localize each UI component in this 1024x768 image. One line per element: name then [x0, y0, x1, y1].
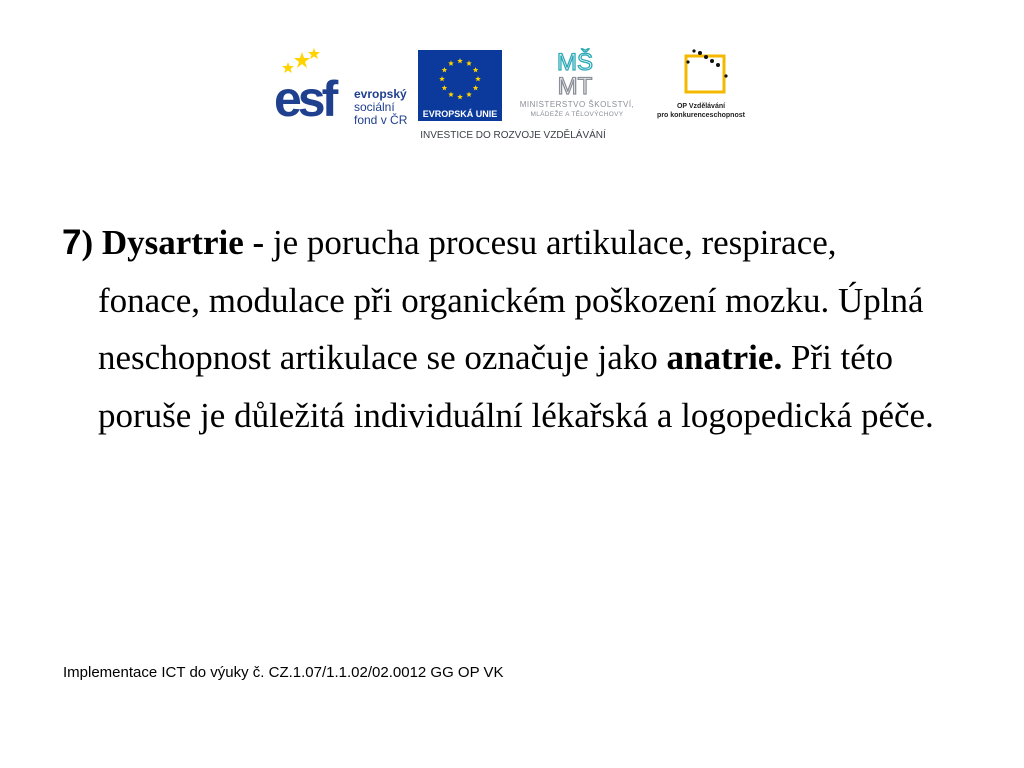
logo-band: [270, 40, 750, 150]
eu-star-icon: [457, 94, 463, 99]
eu-logo: [418, 50, 502, 120]
esf-logo: [274, 48, 414, 127]
eu-star-icon: [473, 67, 479, 72]
msmt-line-2: MLÁDEŽE A TĚLOVÝCHOVY: [530, 111, 624, 118]
op-logo: [652, 48, 750, 128]
eu-caption: EVROPSKÁ UNIE: [418, 108, 502, 121]
item-number: 7: [62, 223, 82, 262]
slide-content: [62, 214, 942, 444]
eu-star-icon: [442, 67, 448, 72]
esf-line-2: sociální: [354, 100, 395, 114]
eu-star-icon: [457, 58, 463, 63]
svg-text:MT: MT: [557, 73, 593, 96]
eu-star-icon: [473, 85, 479, 90]
op-line-2: pro konkurenceschopnost: [657, 112, 745, 119]
op-mark-icon: [678, 48, 734, 100]
term-anatrie: anatrie.: [666, 338, 783, 377]
svg-text:esf: esf: [274, 71, 335, 120]
svg-text:MŠ: MŠ: [557, 49, 593, 76]
op-line-1: OP Vzdělávání: [676, 103, 726, 110]
esf-mark-icon: [274, 48, 352, 120]
esf-line-3: fond v ČR: [354, 113, 408, 127]
esf-line-1: evropský: [354, 87, 407, 101]
eu-star-icon: [448, 92, 454, 97]
eu-flag-icon: [418, 50, 502, 108]
msmt-logo: [506, 48, 648, 128]
msmt-mark-icon: [540, 48, 610, 96]
eu-star-icon: [466, 92, 472, 97]
definition-text-2: Při této poruše je důležitá individuální lékařská a logopedická péče.: [98, 338, 934, 435]
item-paren: ): [81, 223, 94, 262]
msmt-line-1: MINISTERSTVO ŠKOLSTVÍ,: [519, 100, 635, 109]
eu-star-icon: [448, 60, 454, 65]
definition-paragraph: [62, 214, 942, 444]
investment-tagline: INVESTICE DO ROZVOJE VZDĚLÁVÁNÍ: [420, 130, 606, 141]
definition-text-1: je porucha procesu artikulace, respirace, fonace, modulace při organickém poškození mozku. Úplná neschopnost artikulace se označuje jako: [98, 223, 924, 377]
eu-star-icon: [475, 76, 481, 81]
eu-star-icon: [442, 85, 448, 90]
eu-star-icon: [439, 76, 445, 81]
eu-star-icon: [466, 60, 472, 65]
footer-project-id: Implementace ICT do výuky č. CZ.1.07/1.1.02/02.0012 GG OP VK: [63, 664, 504, 681]
term-dysartrie: Dysartrie -: [101, 223, 265, 262]
